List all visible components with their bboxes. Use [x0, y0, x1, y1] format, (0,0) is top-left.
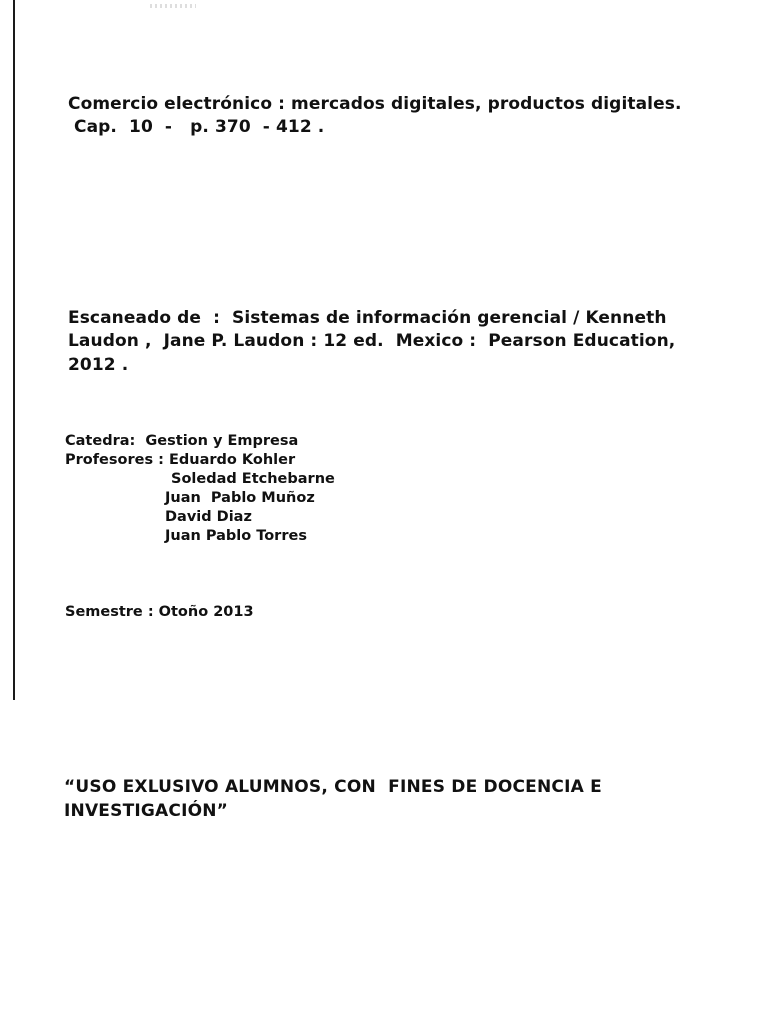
profesor-5: Juan Pablo Torres: [165, 528, 307, 544]
notice-line-1: “USO EXLUSIVO ALUMNOS, CON FINES DE DOCENCIA E: [64, 777, 602, 797]
source-line-1: Escaneado de : Sistemas de información gerencial / Kenneth: [68, 308, 667, 328]
semestre-line: Semestre : Otoño 2013: [65, 604, 254, 620]
notice-line-2: INVESTIGACIÓN”: [64, 801, 229, 821]
scan-speck: [150, 4, 196, 8]
catedra-line: Catedra: Gestion y Empresa: [65, 433, 299, 449]
profesor-3: Juan Pablo Muñoz: [165, 490, 315, 506]
source-line-3: 2012 .: [68, 355, 129, 375]
title-line-2: Cap. 10 - p. 370 - 412 .: [74, 117, 325, 137]
source-line-2: Laudon , Jane P. Laudon : 12 ed. Mexico : Pearson Education,: [68, 331, 676, 351]
title-line-1: Comercio electrónico : mercados digitales, productos digitales.: [68, 94, 682, 114]
profesor-1: Profesores : Eduardo Kohler: [65, 452, 296, 468]
scan-left-edge: [13, 0, 15, 700]
profesor-4: David Diaz: [165, 509, 252, 525]
profesor-2: Soledad Etchebarne: [171, 471, 335, 487]
